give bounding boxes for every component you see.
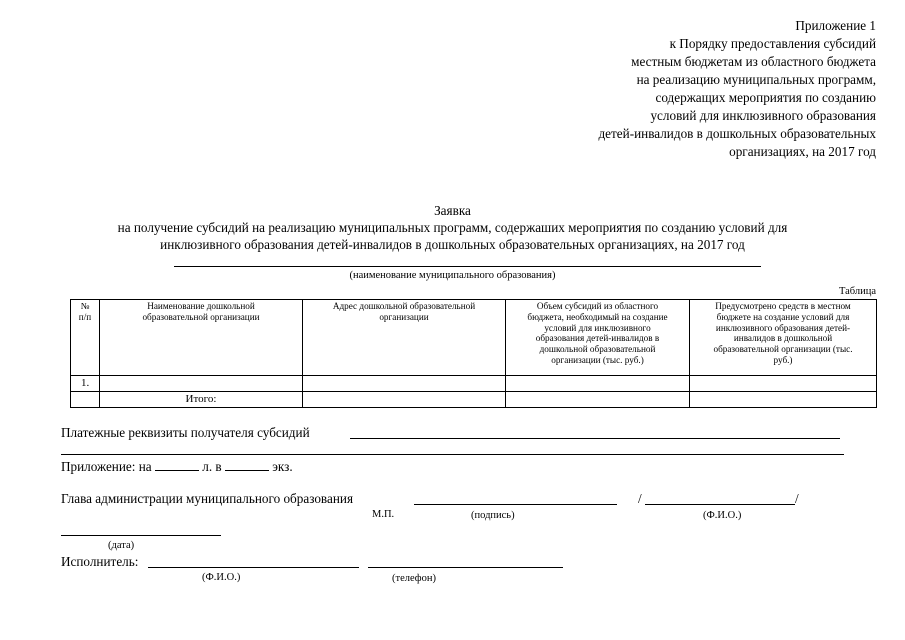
header-line: содержащих мероприятия по созданию — [655, 90, 876, 105]
payment-details-label: Платежные реквизиты получателя субсидий — [61, 425, 310, 440]
header-cell-org-name: Наименование дошкольной образовательной организации — [100, 300, 303, 376]
slash-close: / — [795, 491, 799, 506]
header-cell-regional-subsidy: Объем субсидий из областного бюджета, необходимый на создание условий для инклюзивного образования детей-инвалидов в дошкольной образовательной организации (тыс. руб.) — [506, 300, 690, 376]
title-line-1: на получение субсидий на реализацию муниципальных программ, содержаших мероприятия по созданию условий для — [117, 220, 788, 235]
header-line: организациях, на 2017 год — [729, 144, 876, 159]
header-line: Приложение 1 — [795, 18, 876, 33]
attachment-line — [61, 458, 293, 475]
fio-caption: (Ф.И.О.) — [703, 510, 742, 521]
header-line: на реализацию муниципальных программ, — [636, 72, 876, 87]
header-cell-local-budget: Предусмотрено средств в местном бюджете на создание условий для инклюзивного образования детей- инвалидов в дошкольной образовательной организации (тыс. руб.) — [690, 300, 877, 376]
executor-fio-caption: (Ф.И.О.) — [202, 572, 241, 583]
header-line: местным бюджетам из областного бюджета — [631, 54, 876, 69]
table-row — [71, 376, 877, 392]
municipality-name-line[interactable] — [174, 266, 761, 267]
mp-label: М.П. — [372, 509, 395, 520]
header-cell-number: № п/п — [71, 300, 100, 376]
attachment-prefix: Приложение: на — [61, 459, 152, 474]
executor-fio-line[interactable] — [148, 567, 359, 568]
signature-caption: (подпись) — [471, 510, 515, 521]
subsidy-table — [70, 299, 877, 408]
title-line-2: инклюзивного образования детей-инвалидов в дошкольных образовательных организациях, на 2017 год — [160, 237, 745, 252]
head-fio-line[interactable] — [645, 504, 795, 505]
table-label: Таблица — [838, 286, 876, 297]
municipality-caption: (наименование муниципального образования) — [349, 270, 556, 281]
table-cell — [71, 392, 100, 408]
slash-open: / — [638, 491, 642, 506]
signature-line[interactable] — [414, 504, 617, 505]
table-cell[interactable] — [690, 376, 877, 392]
header-line: детей-инвалидов в дошкольных образовательных — [598, 126, 876, 141]
header-cell-org-address: Адрес дошкольной образовательной организации — [303, 300, 506, 376]
head-label: Глава администрации муниципального образования — [61, 491, 354, 506]
payment-details-line[interactable] — [350, 438, 840, 439]
row-number-cell: 1. — [71, 376, 100, 392]
total-label: Итого: — [100, 392, 303, 408]
table-cell[interactable] — [100, 376, 303, 392]
title-heading: Заявка — [434, 203, 471, 218]
table-cell[interactable] — [303, 376, 506, 392]
table-cell[interactable] — [303, 392, 506, 408]
payment-details-line-2[interactable] — [61, 454, 844, 455]
date-caption: (дата) — [108, 540, 135, 551]
attachment-mid: л. в — [202, 459, 222, 474]
sheets-count-field[interactable] — [155, 458, 199, 471]
appendix-header — [598, 17, 876, 161]
table-row-total — [71, 392, 877, 408]
document-title — [0, 202, 905, 253]
header-line: условий для инклюзивного образования — [650, 108, 876, 123]
attachment-suffix: экз. — [272, 459, 293, 474]
table-cell[interactable] — [690, 392, 877, 408]
table-cell[interactable] — [506, 376, 690, 392]
executor-label: Исполнитель: — [61, 554, 139, 569]
table-cell[interactable] — [506, 392, 690, 408]
header-line: к Порядку предоставления субсидий — [669, 36, 876, 51]
copies-count-field[interactable] — [225, 458, 269, 471]
date-line[interactable] — [61, 535, 221, 536]
phone-caption: (телефон) — [392, 573, 436, 584]
executor-phone-line[interactable] — [368, 567, 563, 568]
